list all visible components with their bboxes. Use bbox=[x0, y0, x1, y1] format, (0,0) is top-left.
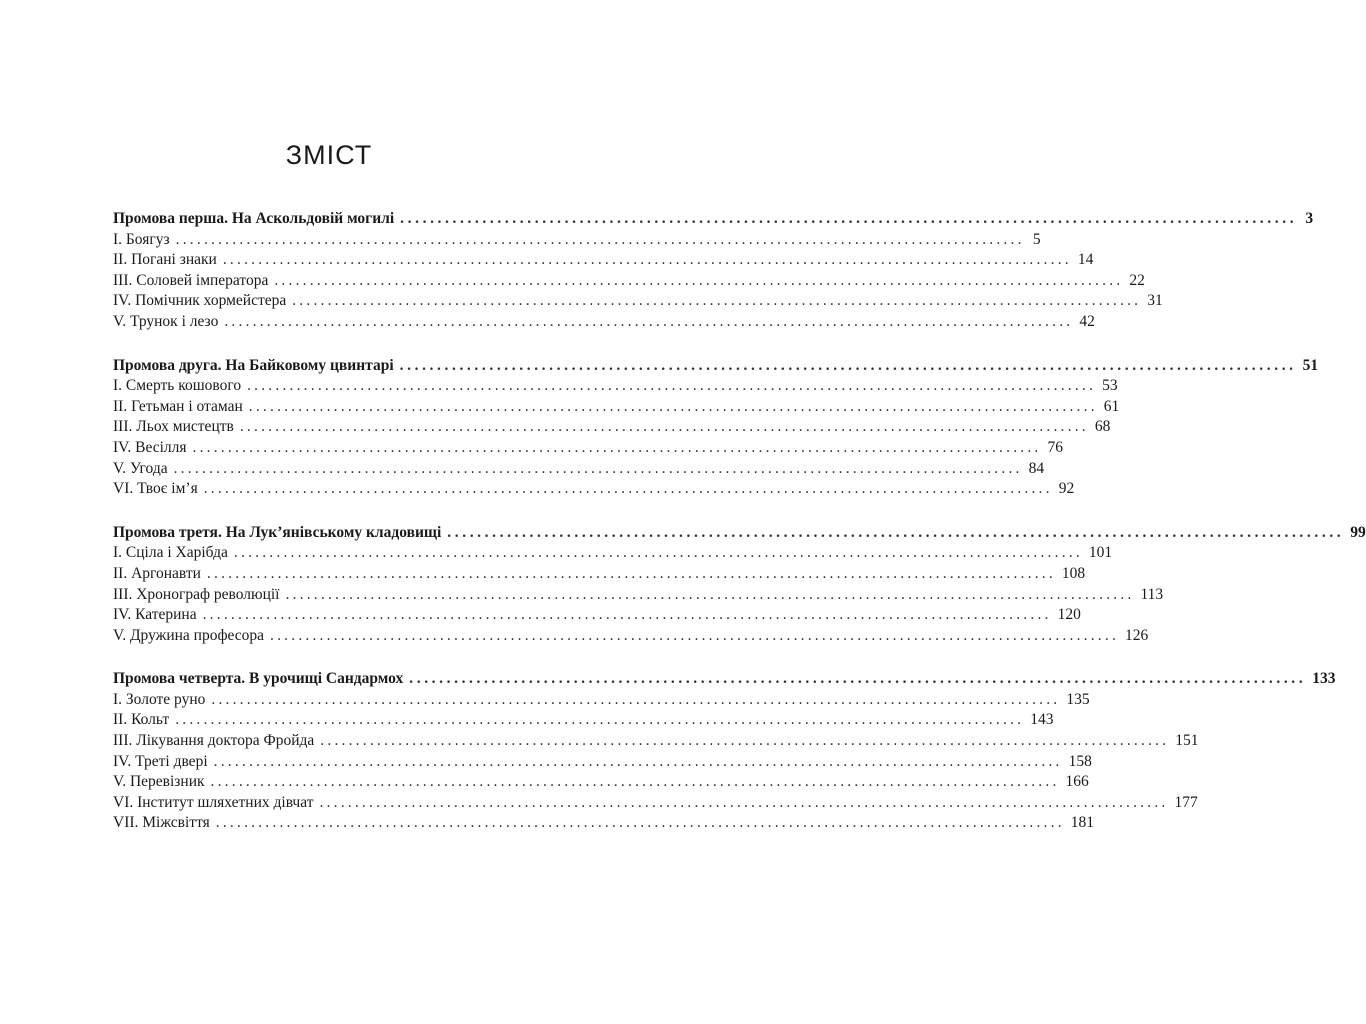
dot-leader: ........................................................................................................................ bbox=[224, 312, 1074, 330]
dot-leader: ........................................................................................................................ bbox=[213, 752, 1063, 770]
section-heading-title: Промова друга. На Байковому цвинтарі bbox=[113, 356, 394, 374]
page-number: 53 bbox=[1102, 377, 1118, 395]
chapter-entry[interactable] bbox=[113, 397, 1120, 418]
dot-leader: ........................................................................................................................ bbox=[215, 814, 1065, 832]
dot-leader: ........................................................................................................................ bbox=[210, 773, 1060, 791]
chapter-title: VI. Інститут шляхетних дівчат bbox=[113, 793, 314, 811]
page-number: 177 bbox=[1174, 793, 1198, 811]
dot-leader: ........................................................................................................................ bbox=[248, 397, 1098, 415]
page-number: 76 bbox=[1047, 438, 1063, 456]
page-number: 42 bbox=[1079, 312, 1095, 330]
chapter-entry[interactable] bbox=[113, 417, 1111, 438]
dot-leader: ........................................................................................................................ bbox=[319, 793, 1169, 811]
chapter-title: V. Трунок і лезо bbox=[113, 312, 219, 330]
page-number: 120 bbox=[1057, 606, 1081, 624]
chapter-title: VI. Твоє ім’я bbox=[113, 480, 198, 498]
page-number: 108 bbox=[1061, 564, 1086, 582]
section-heading[interactable] bbox=[113, 356, 1319, 377]
toc-section-4 bbox=[113, 669, 1336, 834]
chapter-entry[interactable] bbox=[113, 690, 1090, 711]
chapter-entry[interactable] bbox=[113, 250, 1094, 271]
chapter-title: V. Перевізник bbox=[113, 773, 205, 791]
dot-leader: ........................................................................................................................ bbox=[409, 670, 1307, 688]
chapter-title: IV. Катерина bbox=[113, 606, 197, 624]
section-heading-title: Промова третя. На Лук’янівському кладовищі bbox=[113, 523, 442, 541]
chapter-entry[interactable] bbox=[113, 813, 1095, 834]
page-number: 158 bbox=[1068, 752, 1092, 770]
dot-leader: ........................................................................................................................ bbox=[222, 251, 1072, 269]
dot-leader: ........................................................................................................................ bbox=[399, 356, 1297, 374]
chapter-entry[interactable] bbox=[113, 585, 1164, 606]
dot-leader: ........................................................................................................................ bbox=[247, 377, 1097, 395]
chapter-title: III. Соловей імператора bbox=[113, 271, 269, 289]
page-number: 126 bbox=[1125, 626, 1149, 644]
page-number: 166 bbox=[1065, 773, 1089, 791]
page-number: 51 bbox=[1302, 356, 1319, 374]
chapter-title: I. Золоте руно bbox=[113, 690, 206, 708]
dot-leader: ........................................................................................................................ bbox=[447, 523, 1345, 541]
chapter-title: II. Кольт bbox=[113, 711, 170, 729]
page-number: 84 bbox=[1028, 459, 1045, 477]
table-of-contents bbox=[113, 209, 1366, 857]
toc-section-1 bbox=[113, 209, 1314, 333]
toc-section-2 bbox=[113, 356, 1319, 500]
page-number: 113 bbox=[1140, 585, 1164, 603]
chapter-entry[interactable] bbox=[113, 752, 1092, 773]
dot-leader: ........................................................................................................................ bbox=[175, 230, 1025, 248]
chapter-entry[interactable] bbox=[113, 459, 1045, 480]
chapter-title: V. Угода bbox=[113, 459, 168, 477]
chapter-entry[interactable] bbox=[113, 564, 1086, 585]
dot-leader: ........................................................................................................................ bbox=[203, 480, 1053, 498]
chapter-title: V. Дружина професора bbox=[113, 626, 265, 644]
chapter-entry[interactable] bbox=[113, 605, 1081, 626]
dot-leader: ........................................................................................................................ bbox=[202, 606, 1052, 624]
chapter-entry[interactable] bbox=[113, 312, 1095, 333]
chapter-entry[interactable] bbox=[113, 271, 1145, 292]
section-heading[interactable] bbox=[113, 209, 1314, 230]
dot-leader: ........................................................................................................................ bbox=[270, 626, 1120, 644]
page-number: 133 bbox=[1312, 670, 1336, 688]
chapter-entry[interactable] bbox=[113, 793, 1198, 814]
page-title: ЗМІСТ bbox=[285, 140, 373, 170]
chapter-entry[interactable] bbox=[113, 376, 1118, 397]
dot-leader: ........................................................................................................................ bbox=[285, 585, 1135, 603]
page-number: 92 bbox=[1058, 480, 1075, 498]
page-number: 31 bbox=[1147, 292, 1163, 310]
chapter-title: IV. Помічник хормейстера bbox=[113, 292, 287, 310]
chapter-title: I. Смерть кошового bbox=[113, 377, 242, 395]
dot-leader: ........................................................................................................................ bbox=[173, 459, 1023, 477]
chapter-title: III. Хронограф революції bbox=[113, 585, 280, 603]
chapter-entry[interactable] bbox=[113, 626, 1149, 647]
dot-leader: ........................................................................................................................ bbox=[233, 544, 1083, 562]
dot-leader: ........................................................................................................................ bbox=[274, 271, 1124, 289]
chapter-entry[interactable] bbox=[113, 479, 1075, 500]
page-number: 151 bbox=[1175, 732, 1199, 750]
page-number: 181 bbox=[1070, 814, 1095, 832]
dot-leader: ........................................................................................................................ bbox=[211, 690, 1061, 708]
chapter-title: III. Льох мистецтв bbox=[113, 418, 234, 436]
page-number: 22 bbox=[1129, 271, 1145, 289]
page-number: 99 bbox=[1350, 523, 1366, 541]
page-number: 14 bbox=[1077, 251, 1094, 269]
page-number: 3 bbox=[1305, 210, 1314, 227]
chapter-entry[interactable] bbox=[113, 772, 1089, 793]
chapter-entry[interactable] bbox=[113, 543, 1113, 564]
page-number: 135 bbox=[1066, 690, 1090, 708]
page-number: 61 bbox=[1103, 397, 1120, 415]
chapter-entry[interactable] bbox=[113, 731, 1199, 752]
chapter-title: IV. Весілля bbox=[113, 438, 187, 456]
page-number: 101 bbox=[1088, 544, 1113, 562]
dot-leader: ........................................................................................................................ bbox=[192, 438, 1042, 456]
chapter-entry[interactable] bbox=[113, 230, 1041, 251]
chapter-title: VII. Міжсвіття bbox=[113, 814, 210, 832]
dot-leader: ........................................................................................................................ bbox=[400, 210, 1298, 227]
chapter-title: II. Аргонавти bbox=[113, 564, 201, 582]
dot-leader: ........................................................................................................................ bbox=[320, 732, 1170, 750]
chapter-title: II. Погані знаки bbox=[113, 251, 217, 269]
chapter-entry[interactable] bbox=[113, 438, 1063, 459]
section-heading-title: Промова перша. На Аскольдовій могилі bbox=[113, 210, 395, 227]
page-number: 68 bbox=[1094, 418, 1111, 436]
page-number: 143 bbox=[1030, 711, 1054, 729]
page-number: 5 bbox=[1032, 230, 1041, 248]
toc-section-3 bbox=[113, 523, 1366, 647]
chapter-title: IV. Треті двері bbox=[113, 752, 208, 770]
chapter-title: II. Гетьман і отаман bbox=[113, 397, 243, 415]
section-heading-title: Промова четверта. В урочищі Сандармох bbox=[113, 670, 404, 688]
dot-leader: ........................................................................................................................ bbox=[292, 292, 1142, 310]
chapter-entry[interactable] bbox=[113, 710, 1054, 731]
chapter-title: I. Сціла і Харібда bbox=[113, 544, 228, 562]
section-heading[interactable] bbox=[113, 523, 1366, 544]
chapter-title: III. Лікування доктора Фройда bbox=[113, 732, 315, 750]
dot-leader: ........................................................................................................................ bbox=[175, 711, 1025, 729]
chapter-title: I. Боягуз bbox=[113, 230, 170, 248]
section-heading[interactable] bbox=[113, 669, 1336, 690]
dot-leader: ........................................................................................................................ bbox=[239, 418, 1089, 436]
chapter-entry[interactable] bbox=[113, 291, 1163, 312]
dot-leader: ........................................................................................................................ bbox=[206, 564, 1056, 582]
